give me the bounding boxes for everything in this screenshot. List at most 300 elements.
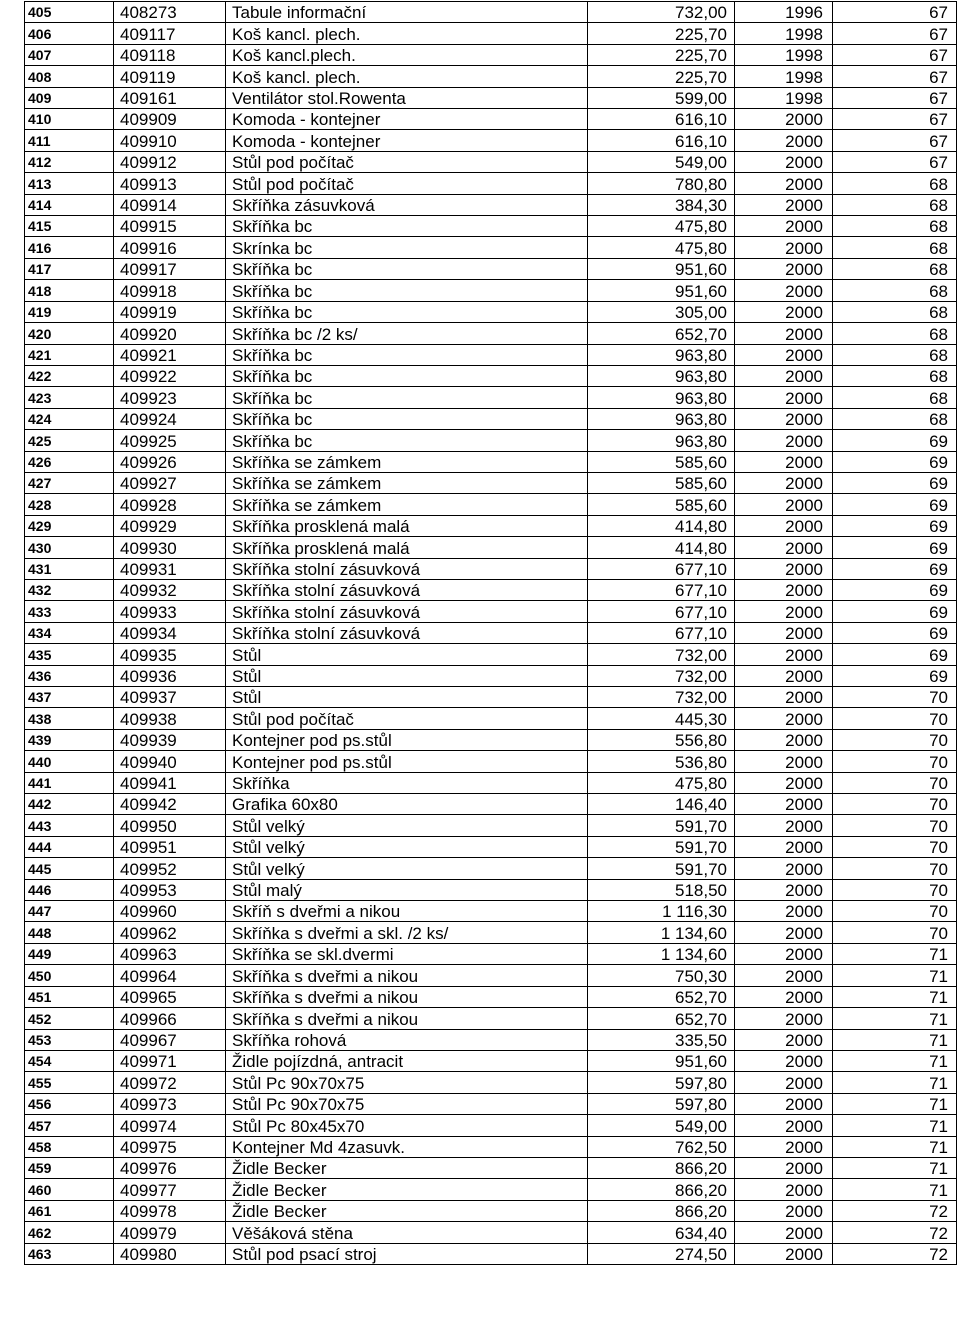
year-cell: 2000 — [735, 515, 833, 536]
table-row — [25, 109, 957, 130]
inventory-code-cell: 409953 — [114, 879, 226, 900]
item-name-cell: Stůl pod psací stroj — [226, 1243, 588, 1264]
table-row — [25, 1222, 957, 1243]
item-name-cell: Skříňka bc — [226, 344, 588, 365]
year-cell: 2000 — [735, 494, 833, 515]
inventory-code-cell: 409914 — [114, 194, 226, 215]
page-number-cell: 68 — [833, 387, 957, 408]
inventory-code-cell: 408273 — [114, 2, 226, 23]
price-cell: 556,80 — [588, 729, 735, 750]
table-row — [25, 601, 957, 622]
row-number-cell: 430 — [25, 537, 114, 558]
row-number-cell: 427 — [25, 472, 114, 493]
inventory-code-cell: 409951 — [114, 836, 226, 857]
price-cell: 963,80 — [588, 344, 735, 365]
table-row — [25, 708, 957, 729]
year-cell: 2000 — [735, 451, 833, 472]
year-cell: 2000 — [735, 1029, 833, 1050]
item-name-cell: Kontejner pod ps.stůl — [226, 751, 588, 772]
inventory-code-cell: 409967 — [114, 1029, 226, 1050]
table-row — [25, 515, 957, 536]
page-number-cell: 69 — [833, 579, 957, 600]
page-number-cell: 71 — [833, 1050, 957, 1071]
row-number-cell: 432 — [25, 579, 114, 600]
table-row — [25, 1243, 957, 1264]
page-number-cell: 68 — [833, 258, 957, 279]
page-number-cell: 69 — [833, 537, 957, 558]
item-name-cell: Skříňka s dveřmi a nikou — [226, 986, 588, 1007]
price-cell: 963,80 — [588, 430, 735, 451]
price-cell: 616,10 — [588, 109, 735, 130]
table-row — [25, 1008, 957, 1029]
page-number-cell: 67 — [833, 87, 957, 108]
page-number-cell: 72 — [833, 1222, 957, 1243]
row-number-cell: 457 — [25, 1115, 114, 1136]
page-number-cell: 68 — [833, 194, 957, 215]
inventory-code-cell: 409941 — [114, 772, 226, 793]
row-number-cell: 418 — [25, 280, 114, 301]
inventory-code-cell: 409952 — [114, 858, 226, 879]
year-cell: 2000 — [735, 836, 833, 857]
page-number-cell: 68 — [833, 365, 957, 386]
table-row — [25, 387, 957, 408]
row-number-cell: 433 — [25, 601, 114, 622]
item-name-cell: Tabule informační — [226, 2, 588, 23]
year-cell: 2000 — [735, 1072, 833, 1093]
inventory-code-cell: 409161 — [114, 87, 226, 108]
year-cell: 2000 — [735, 644, 833, 665]
row-number-cell: 441 — [25, 772, 114, 793]
year-cell: 2000 — [735, 772, 833, 793]
row-number-cell: 437 — [25, 687, 114, 708]
item-name-cell: Skrínka bc — [226, 237, 588, 258]
table-row — [25, 1115, 957, 1136]
row-number-cell: 446 — [25, 879, 114, 900]
price-cell: 475,80 — [588, 772, 735, 793]
item-name-cell: Skříňka s dveřmi a nikou — [226, 1008, 588, 1029]
year-cell: 2000 — [735, 579, 833, 600]
inventory-code-cell: 409924 — [114, 408, 226, 429]
price-cell: 475,80 — [588, 237, 735, 258]
table-row — [25, 408, 957, 429]
item-name-cell: Židle Becker — [226, 1157, 588, 1178]
table-row — [25, 772, 957, 793]
table-row — [25, 130, 957, 151]
page-number-cell: 67 — [833, 44, 957, 65]
price-cell: 585,60 — [588, 494, 735, 515]
page-number-cell: 69 — [833, 622, 957, 643]
item-name-cell: Komoda - kontejner — [226, 130, 588, 151]
inventory-code-cell: 409980 — [114, 1243, 226, 1264]
item-name-cell: Skříňka se zámkem — [226, 472, 588, 493]
inventory-code-cell: 409942 — [114, 794, 226, 815]
row-number-cell: 463 — [25, 1243, 114, 1264]
row-number-cell: 414 — [25, 194, 114, 215]
table-row — [25, 151, 957, 172]
year-cell: 2000 — [735, 130, 833, 151]
price-cell: 599,00 — [588, 87, 735, 108]
year-cell: 2000 — [735, 601, 833, 622]
item-name-cell: Stůl Pc 80x45x70 — [226, 1115, 588, 1136]
table-row — [25, 87, 957, 108]
table-row — [25, 1200, 957, 1221]
page-number-cell: 70 — [833, 794, 957, 815]
price-cell: 1 134,60 — [588, 943, 735, 964]
page-number-cell: 68 — [833, 173, 957, 194]
page-number-cell: 69 — [833, 601, 957, 622]
row-number-cell: 460 — [25, 1179, 114, 1200]
row-number-cell: 447 — [25, 901, 114, 922]
year-cell: 2000 — [735, 622, 833, 643]
table-row — [25, 237, 957, 258]
row-number-cell: 419 — [25, 301, 114, 322]
item-name-cell: Skříňka stolní zásuvková — [226, 558, 588, 579]
table-row — [25, 344, 957, 365]
year-cell: 2000 — [735, 1179, 833, 1200]
year-cell: 2000 — [735, 1157, 833, 1178]
table-row — [25, 965, 957, 986]
page-number-cell: 70 — [833, 815, 957, 836]
year-cell: 2000 — [735, 986, 833, 1007]
inventory-code-cell: 409962 — [114, 922, 226, 943]
year-cell: 1998 — [735, 23, 833, 44]
year-cell: 2000 — [735, 794, 833, 815]
table-row — [25, 858, 957, 879]
price-cell: 652,70 — [588, 1008, 735, 1029]
table-row — [25, 1050, 957, 1071]
year-cell: 2000 — [735, 687, 833, 708]
price-cell: 475,80 — [588, 216, 735, 237]
inventory-code-cell: 409977 — [114, 1179, 226, 1200]
inventory-code-cell: 409913 — [114, 173, 226, 194]
item-name-cell: Stůl — [226, 665, 588, 686]
page-number-cell: 70 — [833, 836, 957, 857]
page-number-cell: 67 — [833, 66, 957, 87]
price-cell: 652,70 — [588, 323, 735, 344]
year-cell: 2000 — [735, 751, 833, 772]
price-cell: 335,50 — [588, 1029, 735, 1050]
price-cell: 677,10 — [588, 601, 735, 622]
page-number-cell: 71 — [833, 1136, 957, 1157]
page-number-cell: 68 — [833, 237, 957, 258]
table-row — [25, 323, 957, 344]
item-name-cell: Kontejner Md 4zasuvk. — [226, 1136, 588, 1157]
price-cell: 732,00 — [588, 644, 735, 665]
table-row — [25, 44, 957, 65]
page-number-cell: 71 — [833, 1008, 957, 1029]
table-row — [25, 365, 957, 386]
price-cell: 963,80 — [588, 387, 735, 408]
inventory-code-cell: 409935 — [114, 644, 226, 665]
page-number-cell: 69 — [833, 644, 957, 665]
item-name-cell: Stůl — [226, 687, 588, 708]
item-name-cell: Židle Becker — [226, 1179, 588, 1200]
price-cell: 762,50 — [588, 1136, 735, 1157]
row-number-cell: 410 — [25, 109, 114, 130]
row-number-cell: 406 — [25, 23, 114, 44]
row-number-cell: 424 — [25, 408, 114, 429]
row-number-cell: 438 — [25, 708, 114, 729]
table-row — [25, 216, 957, 237]
item-name-cell: Skříňka bc — [226, 430, 588, 451]
item-name-cell: Skříňka bc — [226, 408, 588, 429]
item-name-cell: Stůl pod počítač — [226, 173, 588, 194]
year-cell: 2000 — [735, 537, 833, 558]
year-cell: 1998 — [735, 66, 833, 87]
table-row — [25, 430, 957, 451]
inventory-code-cell: 409940 — [114, 751, 226, 772]
inventory-table-body — [25, 2, 957, 1265]
inventory-code-cell: 409925 — [114, 430, 226, 451]
page-number-cell: 72 — [833, 1243, 957, 1264]
row-number-cell: 439 — [25, 729, 114, 750]
row-number-cell: 436 — [25, 665, 114, 686]
price-cell: 866,20 — [588, 1179, 735, 1200]
price-cell: 225,70 — [588, 23, 735, 44]
year-cell: 2000 — [735, 1222, 833, 1243]
price-cell: 591,70 — [588, 836, 735, 857]
table-row — [25, 729, 957, 750]
inventory-code-cell: 409971 — [114, 1050, 226, 1071]
table-row — [25, 922, 957, 943]
row-number-cell: 454 — [25, 1050, 114, 1071]
page-number-cell: 71 — [833, 1072, 957, 1093]
item-name-cell: Stůl pod počítač — [226, 151, 588, 172]
table-row — [25, 280, 957, 301]
price-cell: 1 134,60 — [588, 922, 735, 943]
page-number-cell: 70 — [833, 922, 957, 943]
row-number-cell: 408 — [25, 66, 114, 87]
price-cell: 549,00 — [588, 151, 735, 172]
page-number-cell: 70 — [833, 687, 957, 708]
page-number-cell: 68 — [833, 323, 957, 344]
year-cell: 2000 — [735, 365, 833, 386]
row-number-cell: 448 — [25, 922, 114, 943]
year-cell: 2000 — [735, 1136, 833, 1157]
inventory-code-cell: 409975 — [114, 1136, 226, 1157]
price-cell: 951,60 — [588, 258, 735, 279]
item-name-cell: Stůl — [226, 644, 588, 665]
inventory-code-cell: 409927 — [114, 472, 226, 493]
page-number-cell: 68 — [833, 301, 957, 322]
inventory-code-cell: 409912 — [114, 151, 226, 172]
row-number-cell: 435 — [25, 644, 114, 665]
year-cell: 2000 — [735, 729, 833, 750]
price-cell: 591,70 — [588, 858, 735, 879]
year-cell: 2000 — [735, 216, 833, 237]
table-row — [25, 687, 957, 708]
year-cell: 1998 — [735, 87, 833, 108]
price-cell: 445,30 — [588, 708, 735, 729]
row-number-cell: 450 — [25, 965, 114, 986]
page-number-cell: 69 — [833, 494, 957, 515]
inventory-code-cell: 409976 — [114, 1157, 226, 1178]
price-cell: 963,80 — [588, 408, 735, 429]
item-name-cell: Stůl pod počítač — [226, 708, 588, 729]
inventory-code-cell: 409974 — [114, 1115, 226, 1136]
item-name-cell: Koš kancl.plech. — [226, 44, 588, 65]
price-cell: 951,60 — [588, 280, 735, 301]
item-name-cell: Skříňka stolní zásuvková — [226, 622, 588, 643]
table-row — [25, 986, 957, 1007]
inventory-table — [24, 1, 957, 1265]
row-number-cell: 405 — [25, 2, 114, 23]
page-number-cell: 70 — [833, 708, 957, 729]
price-cell: 225,70 — [588, 44, 735, 65]
page-number-cell: 71 — [833, 1093, 957, 1114]
row-number-cell: 451 — [25, 986, 114, 1007]
page-number-cell: 70 — [833, 751, 957, 772]
table-row — [25, 1029, 957, 1050]
table-row — [25, 258, 957, 279]
year-cell: 2000 — [735, 430, 833, 451]
inventory-code-cell: 409921 — [114, 344, 226, 365]
inventory-code-cell: 409934 — [114, 622, 226, 643]
year-cell: 2000 — [735, 1008, 833, 1029]
item-name-cell: Skříňka se zámkem — [226, 451, 588, 472]
page-number-cell: 67 — [833, 23, 957, 44]
inventory-code-cell: 409910 — [114, 130, 226, 151]
price-cell: 866,20 — [588, 1157, 735, 1178]
row-number-cell: 416 — [25, 237, 114, 258]
table-row — [25, 644, 957, 665]
page-number-cell: 67 — [833, 2, 957, 23]
year-cell: 2000 — [735, 858, 833, 879]
table-row — [25, 173, 957, 194]
item-name-cell: Věšáková stěna — [226, 1222, 588, 1243]
row-number-cell: 411 — [25, 130, 114, 151]
inventory-code-cell: 409918 — [114, 280, 226, 301]
table-row — [25, 1136, 957, 1157]
table-row — [25, 579, 957, 600]
row-number-cell: 459 — [25, 1157, 114, 1178]
item-name-cell: Skříňka bc — [226, 258, 588, 279]
item-name-cell: Skříňka bc /2 ks/ — [226, 323, 588, 344]
page-number-cell: 70 — [833, 879, 957, 900]
item-name-cell: Skříňka prosklená malá — [226, 537, 588, 558]
inventory-code-cell: 409916 — [114, 237, 226, 258]
price-cell: 414,80 — [588, 515, 735, 536]
row-number-cell: 456 — [25, 1093, 114, 1114]
table-row — [25, 1179, 957, 1200]
table-row — [25, 558, 957, 579]
price-cell: 677,10 — [588, 558, 735, 579]
year-cell: 2000 — [735, 943, 833, 964]
year-cell: 2000 — [735, 1243, 833, 1264]
inventory-code-cell: 409973 — [114, 1093, 226, 1114]
row-number-cell: 453 — [25, 1029, 114, 1050]
row-number-cell: 420 — [25, 323, 114, 344]
row-number-cell: 449 — [25, 943, 114, 964]
item-name-cell: Skříňka se zámkem — [226, 494, 588, 515]
table-row — [25, 943, 957, 964]
price-cell: 866,20 — [588, 1200, 735, 1221]
page-number-cell: 71 — [833, 965, 957, 986]
year-cell: 2000 — [735, 558, 833, 579]
price-cell: 963,80 — [588, 365, 735, 386]
inventory-code-cell: 409929 — [114, 515, 226, 536]
row-number-cell: 443 — [25, 815, 114, 836]
year-cell: 2000 — [735, 109, 833, 130]
row-number-cell: 431 — [25, 558, 114, 579]
price-cell: 274,50 — [588, 1243, 735, 1264]
page-number-cell: 69 — [833, 665, 957, 686]
item-name-cell: Skříňka se skl.dvermi — [226, 943, 588, 964]
inventory-code-cell: 409964 — [114, 965, 226, 986]
row-number-cell: 462 — [25, 1222, 114, 1243]
inventory-code-cell: 409972 — [114, 1072, 226, 1093]
page-number-cell: 69 — [833, 472, 957, 493]
price-cell: 634,40 — [588, 1222, 735, 1243]
year-cell: 2000 — [735, 344, 833, 365]
item-name-cell: Židle pojízdná, antracit — [226, 1050, 588, 1071]
price-cell: 585,60 — [588, 451, 735, 472]
page-number-cell: 68 — [833, 280, 957, 301]
page-number-cell: 70 — [833, 729, 957, 750]
page-number-cell: 68 — [833, 408, 957, 429]
price-cell: 146,40 — [588, 794, 735, 815]
row-number-cell: 413 — [25, 173, 114, 194]
year-cell: 2000 — [735, 665, 833, 686]
inventory-code-cell: 409936 — [114, 665, 226, 686]
table-row — [25, 1072, 957, 1093]
year-cell: 2000 — [735, 901, 833, 922]
price-cell: 732,00 — [588, 687, 735, 708]
row-number-cell: 422 — [25, 365, 114, 386]
item-name-cell: Skříňka s dveřmi a skl. /2 ks/ — [226, 922, 588, 943]
item-name-cell: Stůl velký — [226, 815, 588, 836]
item-name-cell: Skříňka bc — [226, 301, 588, 322]
price-cell: 591,70 — [588, 815, 735, 836]
year-cell: 2000 — [735, 1050, 833, 1071]
price-cell: 652,70 — [588, 986, 735, 1007]
table-row — [25, 665, 957, 686]
item-name-cell: Skříňka prosklená malá — [226, 515, 588, 536]
row-number-cell: 417 — [25, 258, 114, 279]
item-name-cell: Komoda - kontejner — [226, 109, 588, 130]
inventory-code-cell: 409928 — [114, 494, 226, 515]
inventory-code-cell: 409926 — [114, 451, 226, 472]
page-number-cell: 71 — [833, 1157, 957, 1178]
inventory-code-cell: 409922 — [114, 365, 226, 386]
page-number-cell: 71 — [833, 1179, 957, 1200]
table-row — [25, 836, 957, 857]
row-number-cell: 429 — [25, 515, 114, 536]
price-cell: 616,10 — [588, 130, 735, 151]
row-number-cell: 452 — [25, 1008, 114, 1029]
year-cell: 2000 — [735, 965, 833, 986]
page-number-cell: 68 — [833, 216, 957, 237]
item-name-cell: Grafika 60x80 — [226, 794, 588, 815]
year-cell: 2000 — [735, 387, 833, 408]
inventory-code-cell: 409950 — [114, 815, 226, 836]
item-name-cell: Skříňka — [226, 772, 588, 793]
table-row — [25, 66, 957, 87]
price-cell: 780,80 — [588, 173, 735, 194]
item-name-cell: Stůl Pc 90x70x75 — [226, 1093, 588, 1114]
year-cell: 1996 — [735, 2, 833, 23]
page-number-cell: 69 — [833, 451, 957, 472]
page-number-cell: 71 — [833, 986, 957, 1007]
row-number-cell: 445 — [25, 858, 114, 879]
year-cell: 2000 — [735, 301, 833, 322]
item-name-cell: Stůl velký — [226, 858, 588, 879]
page-number-cell: 70 — [833, 858, 957, 879]
price-cell: 414,80 — [588, 537, 735, 558]
price-cell: 225,70 — [588, 66, 735, 87]
item-name-cell: Stůl Pc 90x70x75 — [226, 1072, 588, 1093]
table-row — [25, 794, 957, 815]
